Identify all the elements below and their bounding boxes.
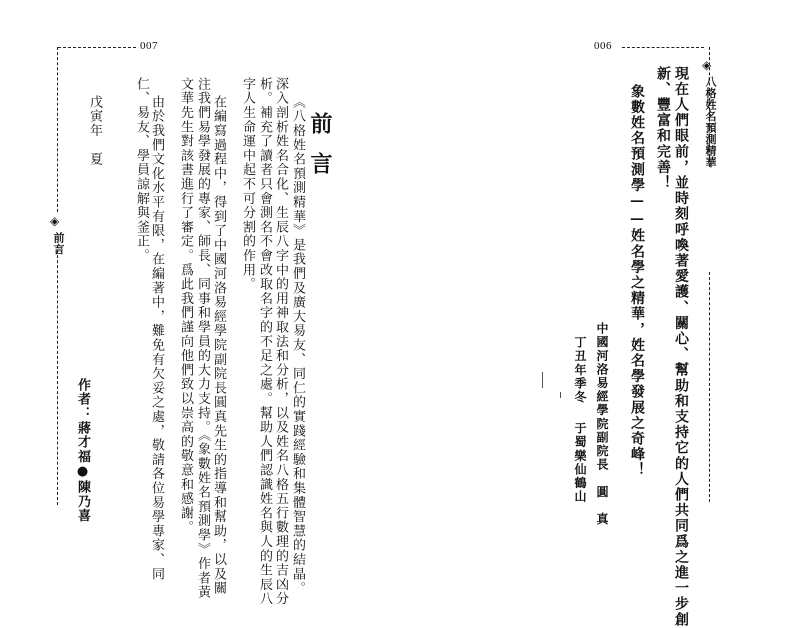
body-column: 由於我們文化水平有限，在編著中，難免有欠妥之處，敬請各位易學專家、同 bbox=[149, 95, 164, 582]
page-side-rule-left-lower bbox=[57, 245, 58, 505]
page-title: 前言 bbox=[307, 112, 333, 192]
page-side-rule-right-lower bbox=[709, 272, 710, 502]
section-header-right: 八格姓名預測精華 bbox=[704, 76, 717, 168]
page-number-right: 006 bbox=[594, 40, 612, 52]
body-column: 在編寫過程中，得到了中國河洛易經學院副院長圓真先生的指導和幫助，以及關 bbox=[211, 95, 226, 596]
page-side-rule-left bbox=[57, 47, 58, 212]
body-column: 字人生命運中起不可分割的作用。 bbox=[240, 77, 255, 292]
body-column: 注我們易學發展的專家、師長、同事和學員的大力支持。《象數姓名預測學》作者黃 bbox=[195, 77, 210, 600]
signature-date: 丁丑年季冬 bbox=[573, 336, 587, 404]
diamond-icon: ◈ bbox=[50, 214, 60, 228]
page-number-left: 007 bbox=[140, 40, 158, 52]
diamond-icon: ◈ bbox=[702, 58, 712, 72]
section-header-left: 前言 bbox=[52, 232, 65, 255]
body-column: 新、豐富和完善！ bbox=[655, 66, 671, 191]
authors-line bbox=[76, 378, 89, 523]
body-column: 現在人們眼前，並時刻呼喚著愛護、關心、幫助和支持它的人們共同爲之進一步創 bbox=[673, 66, 689, 628]
body-column: 析。補充了讀者只會測名不會改取名字的不足之處。幫助人們認識姓名與人的生辰八 bbox=[257, 77, 272, 607]
body-column: 象數姓名預測學——姓名學之精華，姓名學發展之奇峰！ bbox=[629, 84, 645, 478]
page-top-rule-left bbox=[58, 47, 136, 48]
body-column: 仁、易友、學員諒解與釜正。 bbox=[134, 77, 149, 263]
author-names: 蔣才福●陳乃喜 bbox=[75, 420, 90, 524]
scan-mark bbox=[560, 392, 561, 398]
signature-place: 于蜀樂仙鶴山 bbox=[573, 422, 587, 504]
signature-title: 中國河洛易經學院副院長 圓 真 bbox=[595, 322, 609, 526]
author-label: 作者： bbox=[75, 378, 90, 421]
page-top-rule-right bbox=[622, 47, 704, 48]
body-column: 深入剖析姓名合化、生辰八字中的用神取法和分析，以及姓名八格五行數理的吉凶分 bbox=[273, 77, 288, 607]
body-column: 文華先生對該書進行了審定。爲此我們謹向他們致以崇高的敬意和感謝。 bbox=[178, 77, 193, 535]
scan-mark bbox=[542, 372, 543, 388]
body-column: 《八格姓名預測精華》是我們及廣大易友、同仁的實踐經驗和集體智慧的結晶。 bbox=[290, 95, 305, 596]
date-line: 戊寅年 夏 bbox=[87, 95, 102, 167]
